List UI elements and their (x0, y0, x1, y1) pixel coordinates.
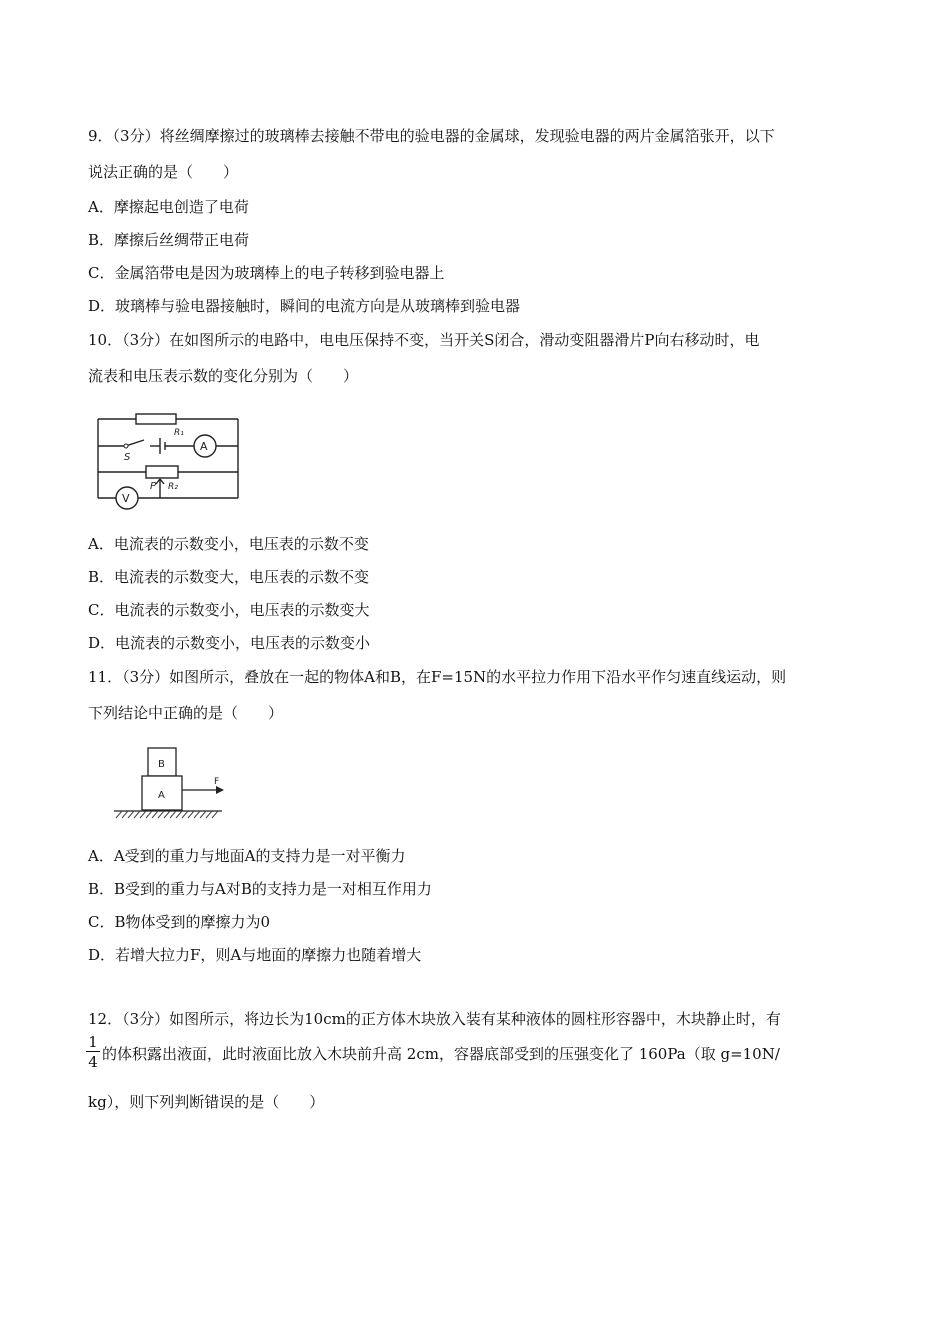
q12-stem-line2: 的体积露出液面，此时液面比放入木块前升高 2cm，容器底部受到的压强变化了 160Pa（取 g=10N/ (102, 1045, 780, 1063)
q9-stem-line1: 9．（3分）将丝绸摩擦过的玻璃棒去接触不带电的验电器的金属球，发现验电器的两片金属箔张开，以下 (88, 127, 775, 145)
q12-fraction (86, 1034, 100, 1070)
force-arrow-icon (216, 786, 224, 794)
block-b-label: B (158, 759, 165, 770)
q10-circuit-figure (86, 402, 246, 514)
q11-option-c: C．B物体受到的摩擦力为0 (88, 913, 271, 931)
q12-stem-line3: kg），则下列判断错误的是（ ） (88, 1093, 325, 1111)
q11-option-d: D．若增大拉力F，则A与地面的摩擦力也随着增大 (88, 946, 422, 964)
q12-fraction-denominator: 4 (88, 1053, 98, 1071)
r1-label: R₁ (174, 428, 184, 438)
q9-option-a: A．摩擦起电创造了电荷 (88, 198, 249, 216)
q10-stem-line2: 流表和电压表示数的变化分别为（ ） (88, 367, 359, 385)
q10-option-b: B．电流表的示数变大，电压表的示数不变 (88, 568, 370, 586)
q9-stem-line2: 说法正确的是（ ） (88, 163, 239, 181)
q9-option-d: D．玻璃棒与验电器接触时，瞬间的电流方向是从玻璃棒到验电器 (88, 297, 521, 315)
q9-option-c: C．金属箔带电是因为玻璃棒上的电子转移到验电器上 (88, 264, 445, 282)
force-label: F (214, 777, 220, 787)
ground-hatch-icon (116, 811, 218, 818)
slider-label: P (150, 481, 157, 492)
r2-rheostat-icon (146, 466, 178, 478)
ammeter-label: A (200, 440, 208, 453)
q12-stem-line1: 12．（3分）如图所示，将边长为10cm的正方体木块放入装有某种液体的圆柱形容器中，木块静止时，有 (88, 1010, 781, 1028)
q11-option-a: A．A受到的重力与地面A的支持力是一对平衡力 (88, 847, 406, 865)
switch-label: S (124, 452, 131, 463)
q10-stem-line1: 10．（3分）在如图所示的电路中，电电压保持不变，当开关S闭合，滑动变阻器滑片P向右移动时，电 (88, 331, 760, 349)
q11-blocks-figure (110, 742, 230, 828)
q11-stem-line2: 下列结论中正确的是（ ） (88, 704, 284, 722)
q9-option-b: B．摩擦后丝绸带正电荷 (88, 231, 250, 249)
r1-resistor-icon (136, 414, 176, 424)
q11-stem-line1: 11．（3分）如图所示，叠放在一起的物体A和B，在F=15N的水平拉力作用下沿水平作匀速直线运动，则 (88, 668, 787, 686)
r2-label: R₂ (168, 482, 178, 492)
block-a-label: A (158, 790, 165, 801)
q12-fraction-numerator: 1 (88, 1033, 98, 1051)
q10-option-d: D．电流表的示数变小，电压表的示数变小 (88, 634, 371, 652)
voltmeter-label: V (122, 492, 130, 505)
q11-option-b: B．B受到的重力与A对B的支持力是一对相互作用力 (88, 880, 432, 898)
q10-option-a: A．电流表的示数变小，电压表的示数不变 (88, 535, 369, 553)
q10-option-c: C．电流表的示数变小，电压表的示数变大 (88, 601, 370, 619)
